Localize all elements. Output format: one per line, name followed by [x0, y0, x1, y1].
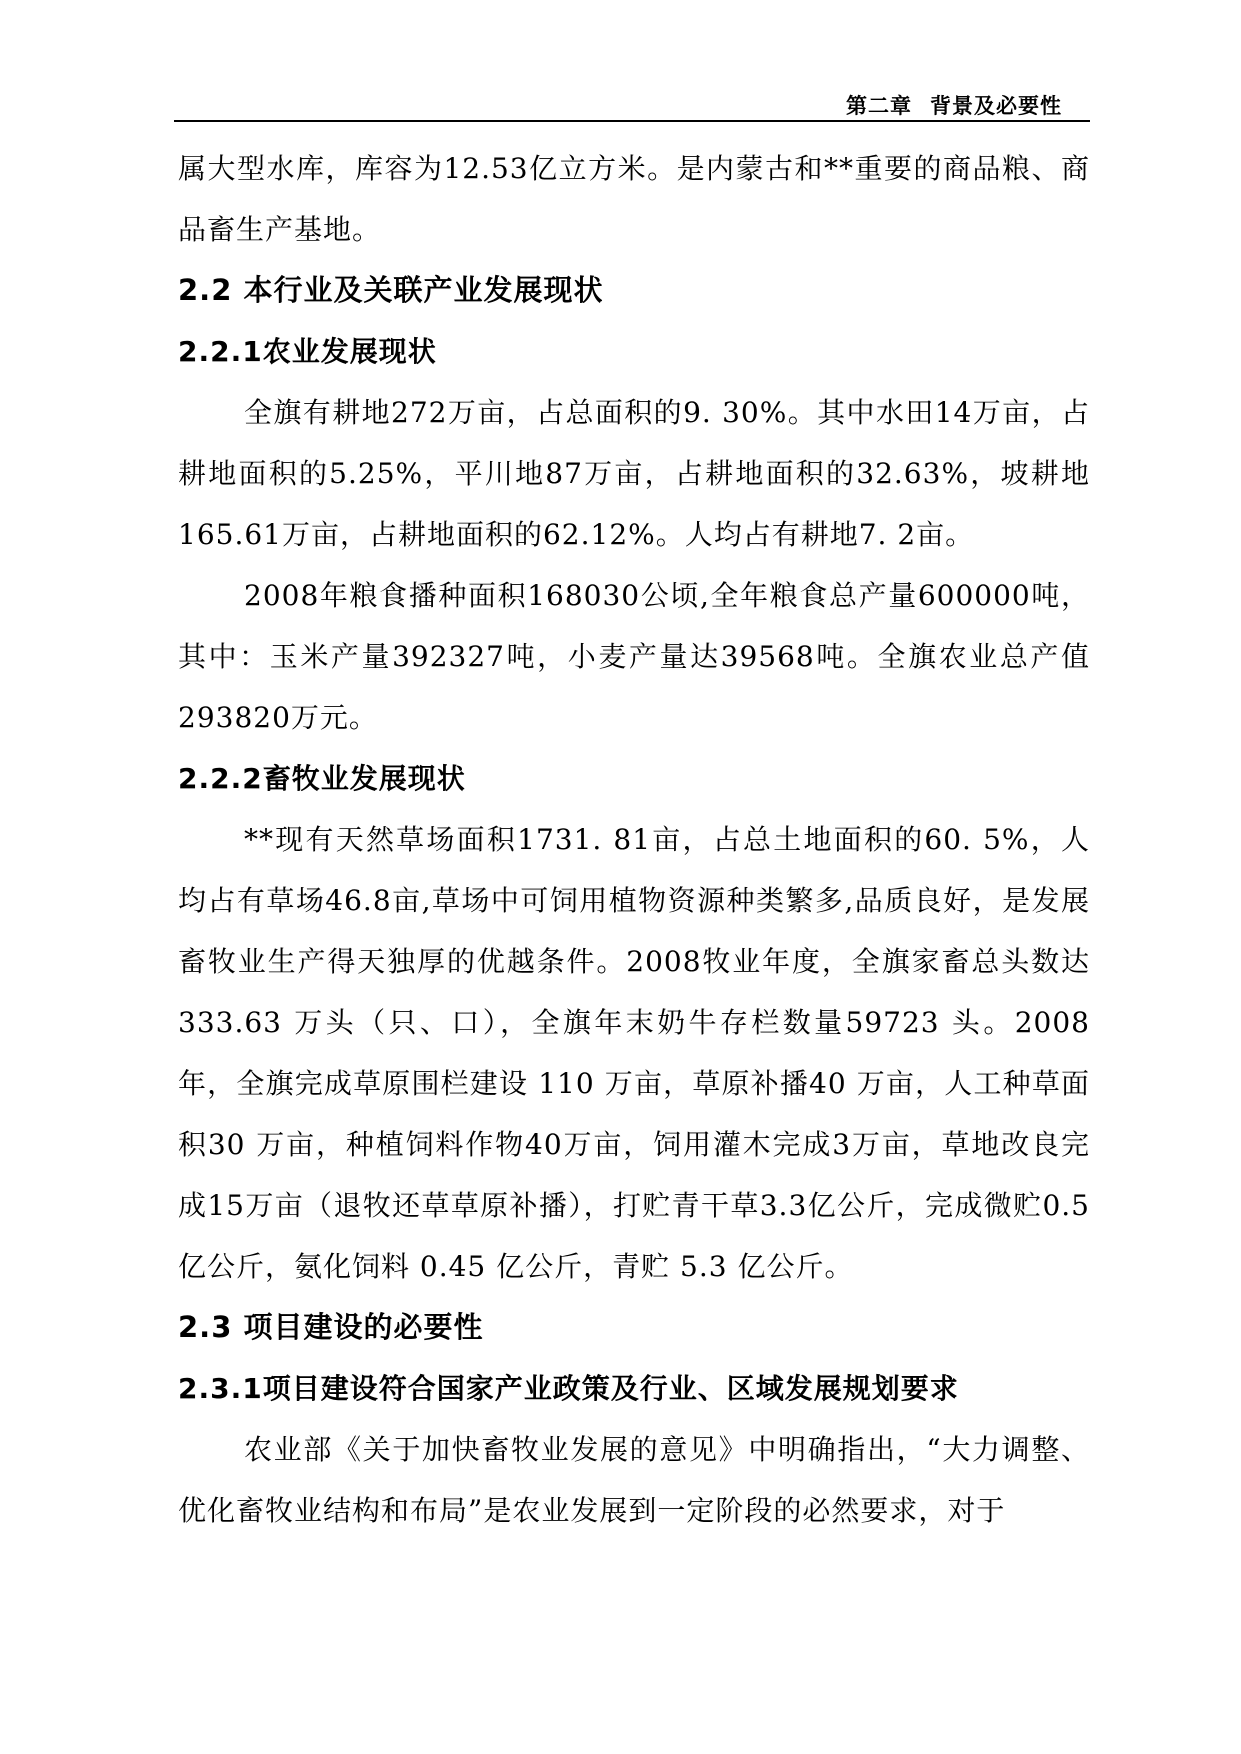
section-heading-2-2: 2.2 本行业及关联产业发展现状	[178, 273, 604, 307]
section-heading-2-3: 2.3 项目建设的必要性	[178, 1310, 484, 1344]
subsection-heading-2-2-2: 2.2.2畜牧业发展现状	[178, 762, 466, 795]
header-title: 背景及必要性	[930, 94, 1062, 118]
document-body	[178, 138, 1090, 1541]
paragraph-intro: 属大型水库，库容为12.53亿立方米。是内蒙古和**重要的商品粮、商品畜生产基地。	[178, 152, 1090, 246]
paragraph-agriculture-farmland: 全旗有耕地272万亩，占总面积的9. 30%。其中水田14万亩，占耕地面积的5.25%，平川地87万亩，占耕地面积的32.63%，坡耕地165.61万亩，占耕地面积的62.12%。人均占有耕地7. 2亩。	[178, 396, 1090, 551]
header-chapter: 第二章	[846, 94, 912, 118]
page-header	[174, 86, 1090, 122]
running-header	[846, 90, 1062, 120]
subsection-heading-2-3-1: 2.3.1项目建设符合国家产业政策及行业、区域发展规划要求	[178, 1372, 959, 1405]
paragraph-agriculture-grain: 2008年粮食播种面积168030公顷,全年粮食总产量600000吨，其中：玉米产量392327吨，小麦产量达39568吨。全旗农业总产值293820万元。	[178, 579, 1090, 734]
subsection-heading-2-2-1: 2.2.1农业发展现状	[178, 335, 437, 368]
paragraph-policy: 农业部《关于加快畜牧业发展的意见》中明确指出，“大力调整、优化畜牧业结构和布局”是农业发展到一定阶段的必然要求，对于	[178, 1433, 1090, 1527]
paragraph-livestock: **现有天然草场面积1731. 81亩，占总土地面积的60. 5%，人均占有草场46.8亩,草场中可饲用植物资源种类繁多,品质良好，是发展畜牧业生产得天独厚的优越条件。2008牧业年度，全旗家畜总头数达333.63 万头（只、口），全旗年末奶牛存栏数量59723 头。2008年，全旗完成草原围栏建设 110 万亩，草原补播40 万亩，人工种草面积30 万亩，种植饲料作物40万亩，饲用灌木完成3万亩，草地改良完成15万亩（退牧还草草原补播），打贮青干草3.3亿公斤，完成微贮0.5 亿公斤，氨化饲料 0.45 亿公斤，青贮 5.3 亿公斤。	[178, 823, 1090, 1283]
